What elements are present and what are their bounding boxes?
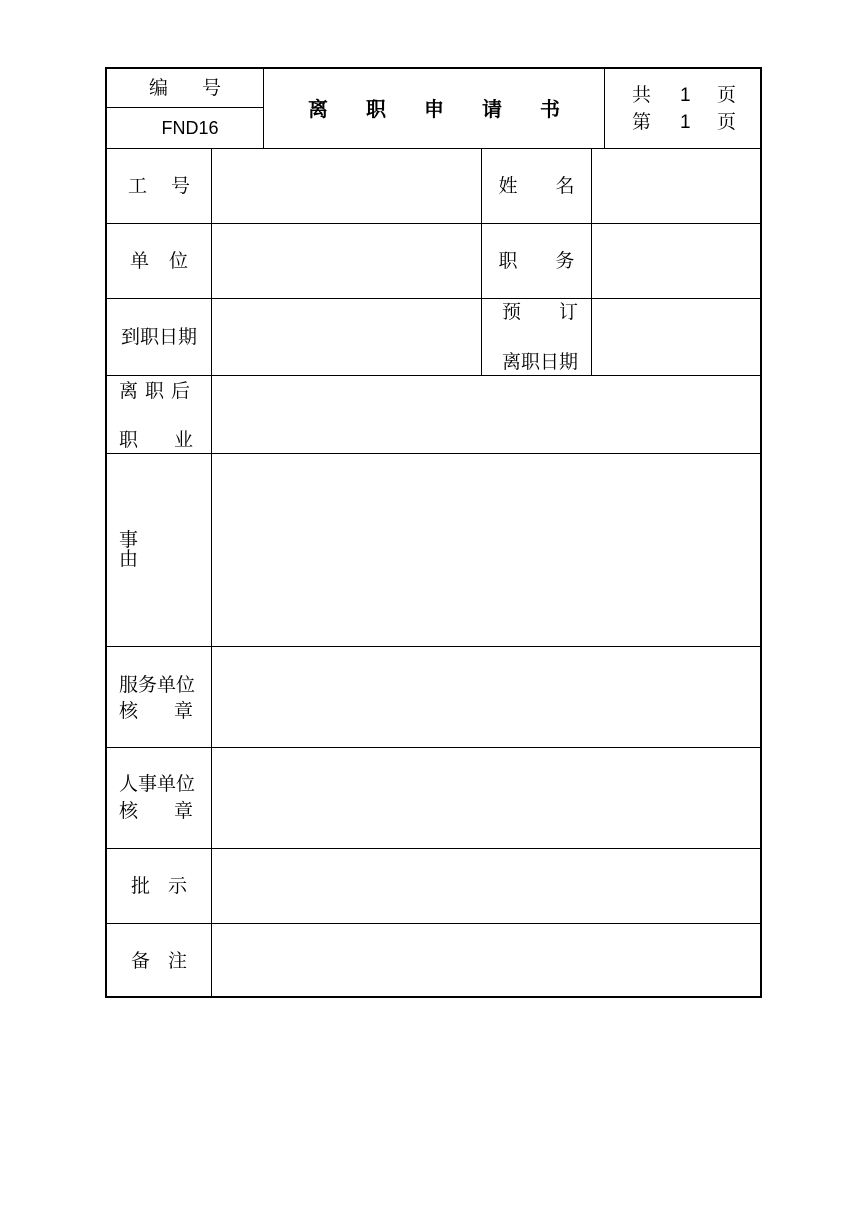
page-current-label: 第	[632, 111, 652, 133]
name-label	[482, 149, 613, 223]
post-resignation-label-line2-char: 职	[119, 429, 139, 451]
position-label	[482, 224, 613, 298]
reason-label	[107, 454, 211, 646]
service-unit-label-line2-char: 章	[173, 700, 193, 722]
hr-unit-field[interactable]	[212, 748, 760, 848]
post-resignation-label-line2-char: 业	[173, 429, 193, 451]
page-current-unit: 页	[717, 111, 737, 133]
position-field[interactable]	[592, 224, 760, 298]
remarks-field[interactable]	[212, 924, 760, 998]
hr-unit-label-line2-char: 章	[173, 800, 193, 822]
page-total-value: 1	[680, 85, 691, 106]
code-label	[107, 69, 263, 107]
hr-unit-label-line2-char: 核	[119, 800, 139, 822]
reason-field[interactable]	[212, 454, 760, 646]
service-unit-label-line2	[119, 702, 193, 721]
form-title-text: 离职申请书	[308, 96, 598, 121]
employee-id-field[interactable]	[212, 150, 481, 223]
remarks-label	[107, 924, 211, 998]
code-value-text: FND16	[161, 118, 219, 138]
planned-date-label-line1	[502, 303, 578, 322]
department-label-text: 单位	[129, 249, 208, 272]
post-resignation-label-line1: 离职后	[119, 380, 198, 402]
hr-unit-label	[107, 748, 211, 848]
page-total-unit: 页	[717, 84, 737, 106]
department-label	[107, 224, 211, 298]
post-resignation-label	[107, 376, 211, 453]
name-label-text: 姓名	[498, 174, 613, 197]
reason-label-text: 事由	[119, 529, 169, 570]
position-label-text: 职务	[498, 249, 613, 272]
code-value	[107, 108, 273, 148]
approval-label	[107, 849, 211, 923]
planned-date-field[interactable]	[592, 299, 760, 375]
page-current-value: 1	[680, 112, 691, 133]
page-current-row	[632, 113, 738, 135]
post-resignation-label-line2	[119, 431, 193, 450]
employee-id-label-text: 工号	[127, 174, 214, 197]
approval-field[interactable]	[212, 849, 760, 923]
planned-date-label-line1-char: 预	[502, 301, 522, 323]
hire-date-field[interactable]	[212, 299, 481, 375]
remarks-label-text: 备注	[130, 949, 205, 972]
name-field[interactable]	[592, 150, 760, 223]
page-total-row	[632, 86, 738, 108]
planned-date-label-line2: 离职日期	[502, 351, 579, 373]
approval-label-text: 批示	[130, 874, 205, 897]
resignation-form	[105, 67, 762, 998]
service-unit-label	[107, 647, 211, 747]
header-divider-right	[604, 69, 605, 148]
service-unit-field[interactable]	[212, 647, 760, 747]
post-resignation-field[interactable]	[212, 376, 760, 453]
planned-date-label-line1-char: 订	[558, 301, 578, 323]
hr-unit-label-line1: 人事单位	[119, 773, 196, 795]
form-title	[264, 69, 604, 148]
service-unit-label-line1: 服务单位	[119, 674, 196, 696]
hire-date-label	[107, 299, 211, 375]
hr-unit-label-line2	[119, 802, 193, 821]
hire-date-label-text: 到职日期	[120, 325, 197, 348]
planned-date-label	[482, 299, 591, 375]
service-unit-label-line2-char: 核	[119, 700, 139, 722]
employee-id-label	[107, 149, 214, 223]
page-total-label: 共	[632, 84, 652, 106]
code-label-text: 编号	[148, 76, 255, 99]
department-field[interactable]	[212, 224, 481, 298]
